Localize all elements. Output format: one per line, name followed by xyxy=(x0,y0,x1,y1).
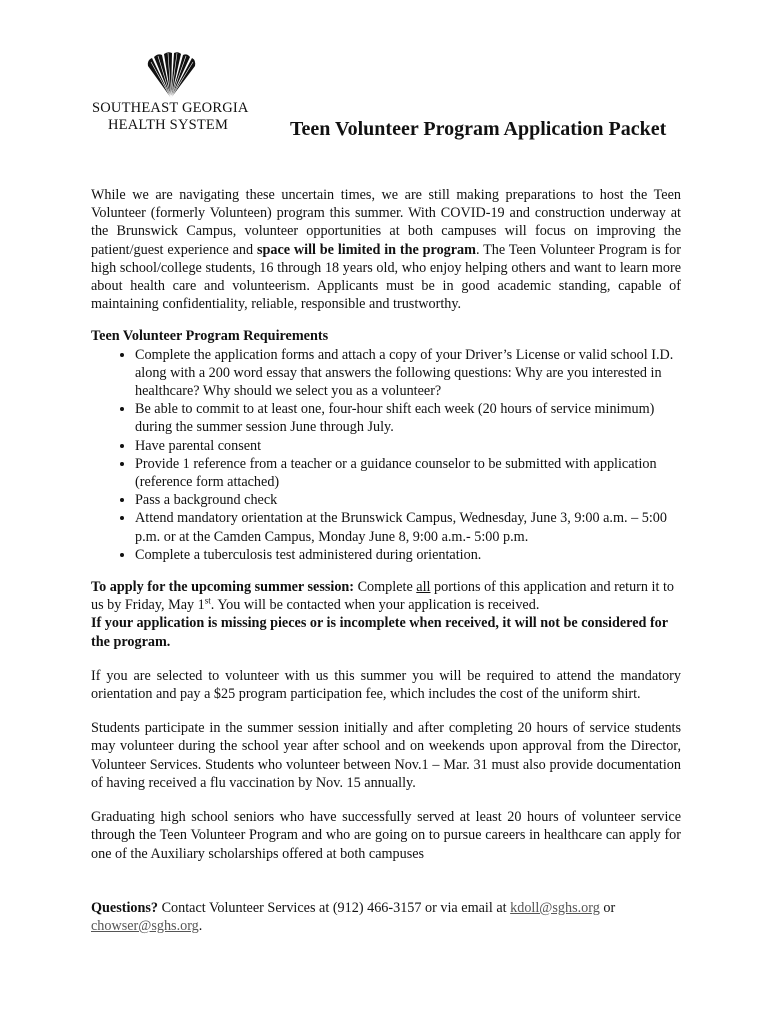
orientation-fee-paragraph: If you are selected to volunteer with us this summer you will be required to attend the mandatory orientation and pay a $25 program participation fee, which includes the cost of the uniform shirt. xyxy=(91,667,681,703)
requirement-item: • Attend mandatory orientation at the Brunswick Campus, Wednesday, June 3, 9:00 a.m. – 5:00 p.m. or at the Camden Campus, Monday June 8, 9:00 a.m.- 5:00 p.m. xyxy=(135,509,681,545)
apply-text-2: portions of this application and return it to us by Friday, May 1 xyxy=(91,579,674,614)
apply-superscript: st xyxy=(204,595,211,606)
requirement-item: • Have parental consent xyxy=(135,437,681,455)
intro-text-end: . The Teen Volunteer Program is for high school/college students, 16 through 18 years old, who enjoy helping others and want to learn more about health care and volunteerism. Applicants must be in good academic standing, capable of maintaining confidentiality, reliable, responsible and trustworthy. xyxy=(91,241,681,313)
requirements-list xyxy=(91,346,681,564)
apply-lead: To apply for the upcoming summer session: xyxy=(91,579,355,596)
shell-logo-icon xyxy=(145,52,197,100)
requirement-item: • Be able to commit to at least one, four-hour shift each week (20 hours of service minimum) during the summer session June through July. xyxy=(135,400,681,436)
intro-text: While we are navigating these uncertain times, we are still making preparations to host the Teen Volunteer (formerly Volunteen) program this summer. With COVID-19 and construction underway at the Brunswick Campus, volunteer opportunities at both campuses will focus on improving the patient/guest experience and xyxy=(91,187,681,258)
email-link-chowser[interactable]: chowser@sghs.org xyxy=(91,917,199,934)
intro-bold-text: space will be limited in the program xyxy=(256,241,476,258)
questions-paragraph xyxy=(91,899,681,935)
school-year-paragraph: Students participate in the summer session initially and after completing 20 hours of service students may volunteer during the school year after school and on weekends upon approval from the Director, Volunteer Services. Students who volunteer between Nov.1 – Mar. 31 must also provide documentation of having received a flu vaccination by Nov. 15 annually. xyxy=(91,720,681,791)
apply-paragraph xyxy=(91,578,681,651)
document-body xyxy=(91,186,681,935)
apply-text-3: . You will be contacted when your application is received. xyxy=(210,597,540,614)
requirement-item: • Pass a background check xyxy=(135,491,681,509)
requirements-heading: Teen Volunteer Program Requirements xyxy=(91,328,329,345)
questions-end: . xyxy=(198,917,203,934)
email-link-kdoll[interactable]: kdoll@sghs.org xyxy=(510,899,600,916)
org-name-line1: SOUTHEAST GEORGIA xyxy=(92,100,249,116)
requirement-item: • Complete a tuberculosis test administered during orientation. xyxy=(135,546,681,564)
apply-warning: If your application is missing pieces or is incomplete when received, it will not be considered for the program. xyxy=(91,615,668,650)
intro-paragraph xyxy=(91,186,681,313)
org-name-line2: HEALTH SYSTEM xyxy=(108,117,229,133)
questions-lead: Questions? xyxy=(91,899,159,916)
questions-text-2: or xyxy=(599,899,616,916)
requirement-item: • Complete the application forms and attach a copy of your Driver’s License or valid school I.D. along with a 200 word essay that answers the following questions: Why are you interested in healthcare? Why should we select you as a volunteer? xyxy=(135,346,681,401)
apply-underlined: all xyxy=(416,579,431,596)
apply-text: Complete xyxy=(354,579,417,596)
scholarship-paragraph: Graduating high school seniors who have successfully served at least 20 hours of volunteer service through the Teen Volunteer Program and who are going on to pursue careers in healthcare can apply for one of the Auxiliary scholarships offered at both campuses xyxy=(91,809,681,862)
page-title: Teen Volunteer Program Application Packet xyxy=(290,118,667,140)
organization-name xyxy=(92,100,262,134)
requirement-item: • Provide 1 reference from a teacher or a guidance counselor to be submitted with application (reference form attached) xyxy=(135,455,681,491)
questions-text: Contact Volunteer Services at (912) 466-3157 or via email at xyxy=(158,899,511,916)
